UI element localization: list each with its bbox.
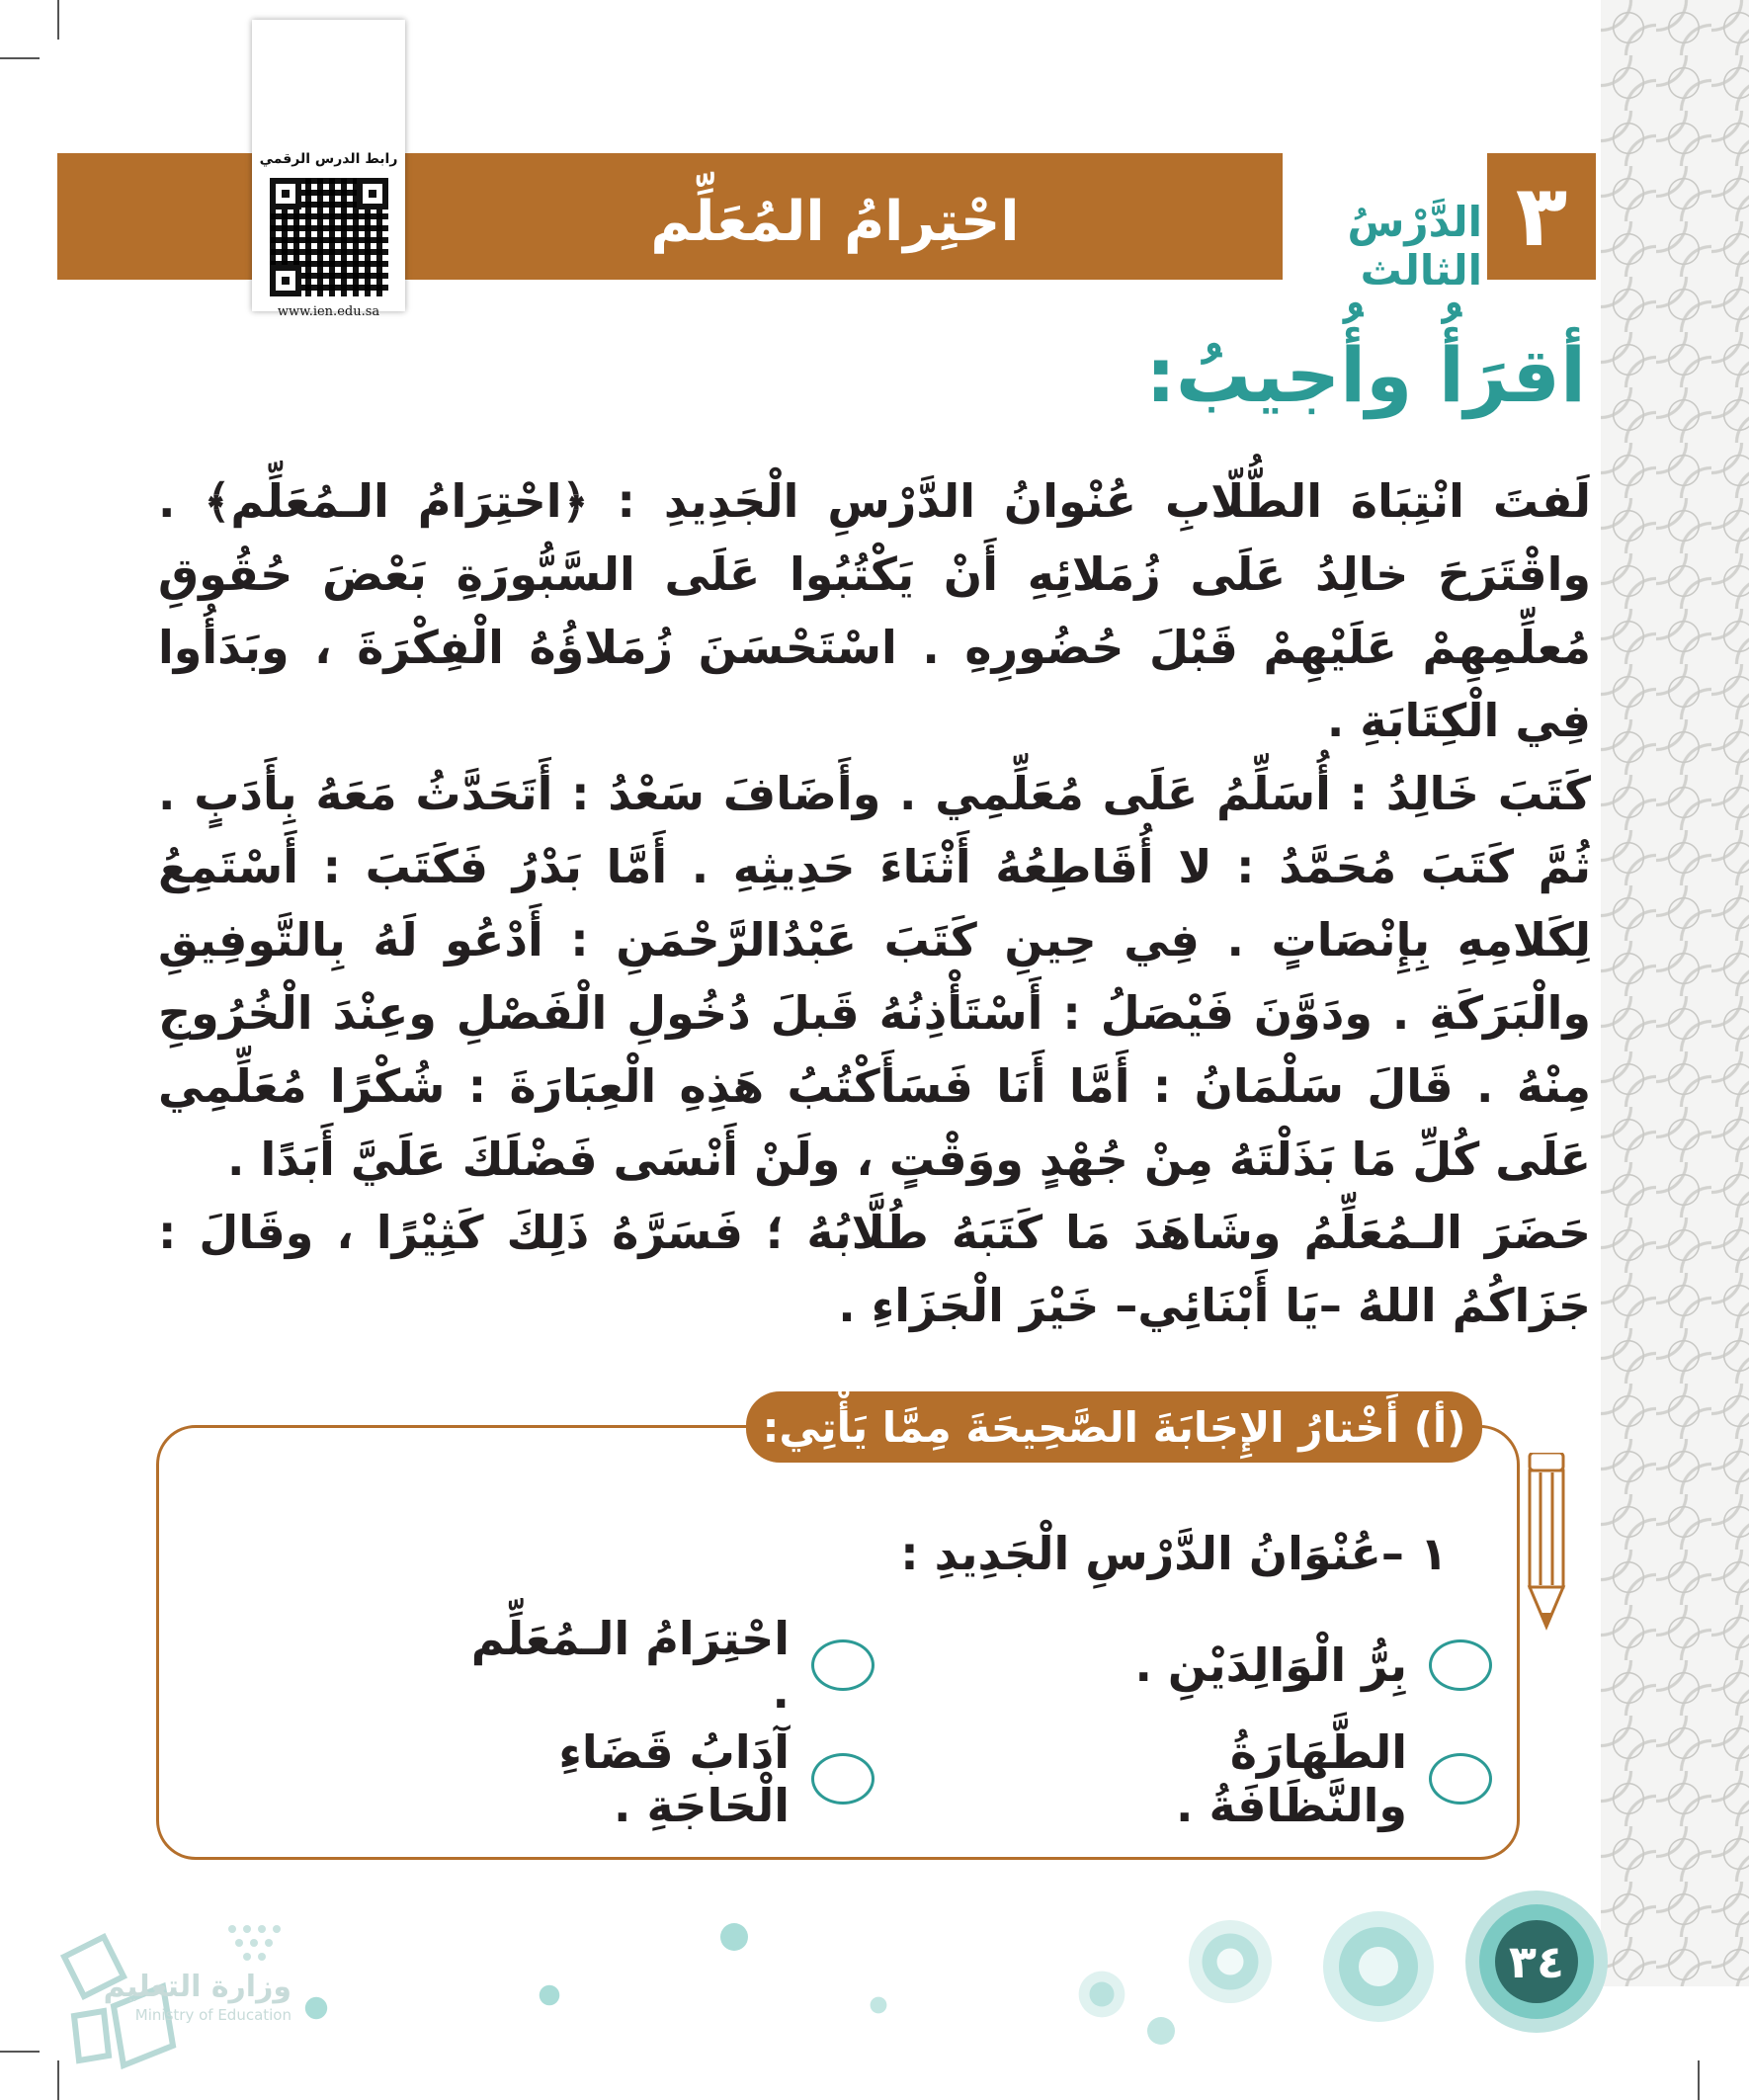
- ministry-name: وزارة التعليم: [103, 1970, 292, 2004]
- qr-finder-icon: [270, 178, 301, 210]
- rosette-ornament: [1077, 1970, 1126, 2019]
- lesson-number: ٣: [1487, 153, 1596, 280]
- option-label: آدَابُ قَضَاءِ الْحَاجَةِ .: [558, 1725, 790, 1832]
- crop-mark: [0, 2051, 40, 2053]
- section-heading: أقرَأُ وأُجيبُ:: [1145, 331, 1586, 419]
- qr-label: رابط الدرس الرقمي: [259, 151, 398, 167]
- qr-url[interactable]: www.ien.edu.sa: [277, 304, 380, 319]
- rosette-ornament: [539, 1984, 560, 2006]
- ministry-name-en: Ministry of Education: [134, 2006, 292, 2024]
- decorative-pattern-strip: [1601, 0, 1749, 1986]
- crop-mark: [1698, 2060, 1700, 2100]
- rosette-ornament: [1186, 1917, 1275, 2006]
- option-1[interactable]: [1117, 1631, 1492, 1700]
- qr-code-icon[interactable]: [270, 178, 388, 296]
- option-circle[interactable]: [1429, 1639, 1492, 1691]
- option-circle[interactable]: [811, 1753, 874, 1805]
- option-3[interactable]: [1077, 1725, 1492, 1832]
- option-2[interactable]: [459, 1612, 874, 1719]
- rosette-ornament: [1319, 1907, 1438, 2026]
- crop-mark: [0, 57, 40, 59]
- qr-finder-icon: [270, 265, 301, 296]
- rosette-ornament: [1146, 2016, 1176, 2046]
- question-1: ١ –عُنْوَانُ الدَّرْسِ الْجَدِيدِ :: [900, 1527, 1448, 1580]
- option-circle[interactable]: [1429, 1753, 1492, 1805]
- exercise-instruction: (أ) أَخْتارُ الإِجَابَةَ الصَّحِيحَةَ مِمَّا يَأْتِي:: [746, 1391, 1482, 1463]
- reading-passage: [158, 464, 1591, 1342]
- option-4[interactable]: [400, 1725, 874, 1832]
- qr-card[interactable]: [252, 20, 405, 319]
- rosette-ornament: [870, 1996, 887, 2014]
- page-number: ٣٤: [1508, 1935, 1565, 1988]
- option-circle[interactable]: [811, 1639, 874, 1691]
- passage-paragraph: كَتَبَ خَالِدُ : أُسَلِّمُ عَلَى مُعَلِّمِي . وأَضَافَ سَعْدُ : أَتَحَدَّثُ مَعَهُ بِأَدَبٍ . ثُمَّ كَتَبَ مُحَمَّدُ : لا أُقَاطِعُهُ أَثْنَاءَ حَدِيثِهِ . أَمَّا بَدْرُ فَكَتَبَ : أَسْتَمِعُ لِكَلامِهِ بِإِنْصَاتٍ . فِي حِينِ كَتَبَ عَبْدُالرَّحْمَنِ : أَدْعُو لَهُ بِالتَّوفِيقِ والْبَرَكَةِ . ودَوَّنَ فَيْصَلُ : أَسْتَأْذِنُهُ قَبلَ دُخُولِ الْفَصْلِ وعِنْدَ الْخُرُوجِ مِنْهُ . قَالَ سَلْمَانُ : أَمَّا أَنَا فَسَأَكْتُبُ هَذِهِ الْعِبَارَةَ : شُكْرًا مُعَلِّمِي عَلَى كُلِّ مَا بَذَلْتَهُ مِنْ جُهْدٍ ووَقْتٍ ، ولَنْ أَنْسَى فَضْلَكَ عَلَيَّ أَبَدًا .: [158, 767, 1591, 1186]
- passage-paragraph: حَضَرَ الـمُعَلِّمُ وشَاهَدَ مَا كَتَبَهُ طُلَّابُهُ ؛ فَسَرَّهُ ذَلِكَ كَثِيْرًا ، وقَالَ : جَزَاكُمُ اللهُ –يَا أَبْنَائِي– خَيْرَ الْجَزَاءِ .: [158, 1206, 1591, 1332]
- rosette-ornament: [719, 1922, 749, 1952]
- option-label: الطَّهَارَةُ والنَّظَافَةُ .: [1176, 1725, 1407, 1832]
- option-label: احْتِرَامُ الـمُعَلِّم .: [470, 1612, 790, 1719]
- option-label: بِرُّ الْوَالِدَيْنِ .: [1134, 1638, 1407, 1692]
- lesson-label: الدَّرْسُ الثالث: [1347, 198, 1482, 294]
- qr-finder-icon: [357, 178, 388, 210]
- pencil-icon: [1522, 1453, 1571, 1631]
- passage-paragraph: لَفتَ انْتِبَاهَ الطُّلّابِ عُنْوانُ الدَّرْسِ الْجَدِيدِ : ﴿احْتِرَامُ الـمُعَلِّم﴾ . واقْتَرَحَ خالِدُ عَلَى زُمَلائِهِ أَنْ يَكْتُبُوا عَلَى السَّبُّورَةِ بَعْضَ حُقُوقِ مُعلِّمِهِمْ عَلَيْهِمْ قَبْلَ حُضُورِهِ . اسْتَحْسَنَ زُمَلاؤُهُ الْفِكْرَةَ ، وبَدَأُوا فِي الْكِتَابَةِ .: [158, 474, 1591, 747]
- crop-mark: [57, 0, 59, 40]
- rosette-ornament: [304, 1996, 328, 2020]
- lesson-title: احْتِرامُ المُعَلِّم: [650, 190, 1020, 254]
